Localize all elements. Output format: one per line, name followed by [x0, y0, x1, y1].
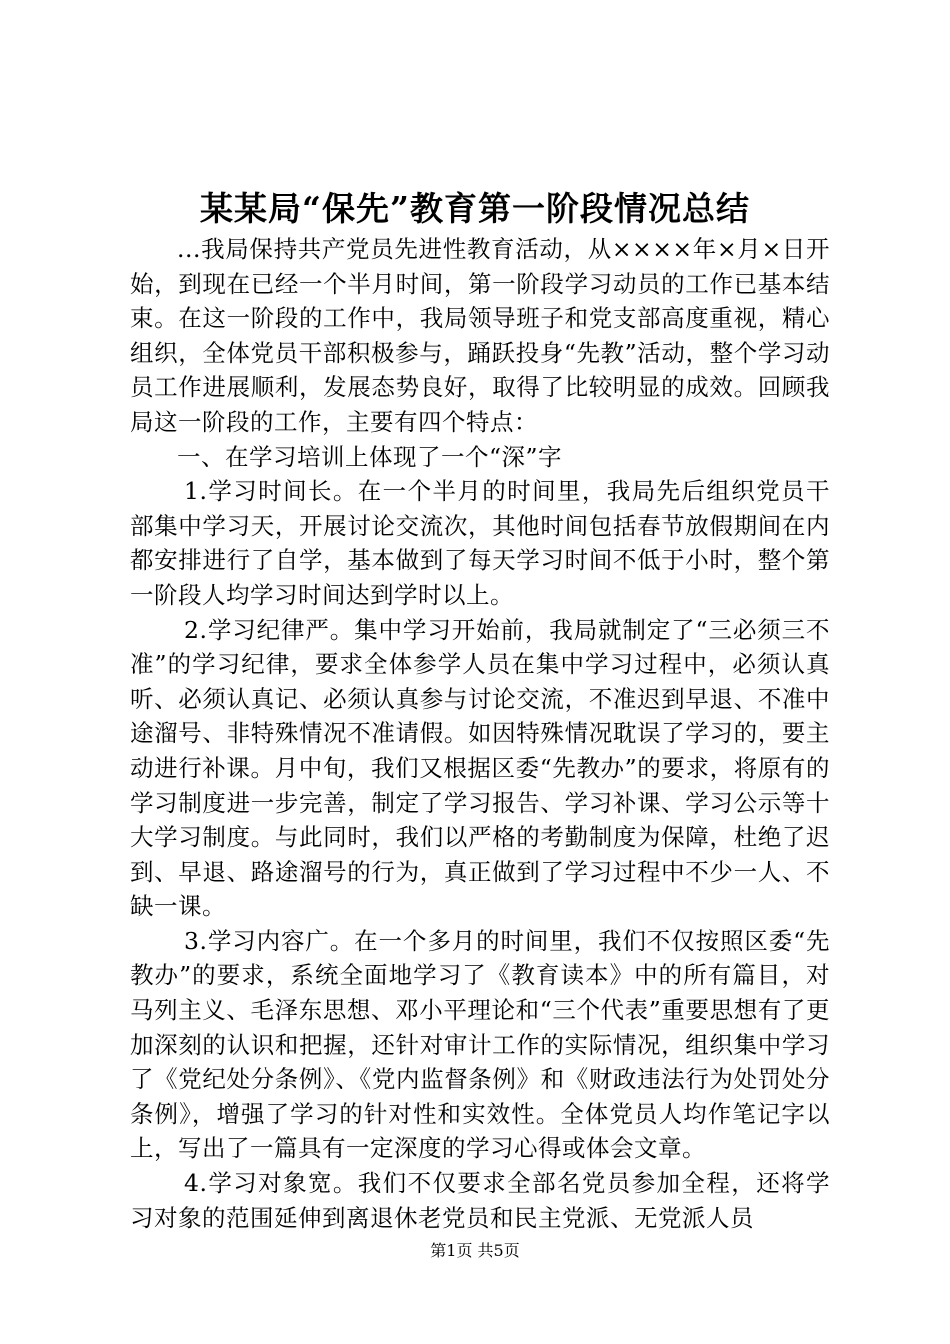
document-body: [130, 232, 830, 1235]
intro-paragraph: ...我局保持共产党员先进性教育活动，从××××年×月×日开始，到现在已经一个半月时间，第一阶段学习动员的工作已基本结束。在这一阶段的工作中，我局领导班子和党支部高度重视，精心组织，全体党员干部积极参与，踊跃投身“先教”活动，整个学习动员工作进展顺利，发展态势良好，取得了比较明显的成效。回顾我局这一阶段的工作，主要有四个特点：: [130, 235, 830, 436]
item-paragraph-4: 4.学习对象宽。我们不仅要求全部名党员参加全程，还将学习对象的范围延伸到离退休老党员和民主党派、无党派人员: [130, 1169, 830, 1232]
item-paragraph-1: 1.学习时间长。在一个半月的时间里，我局先后组织党员干部集中学习天，开展讨论交流次，其他时间包括春节放假期间在内都安排进行了自学，基本做到了每天学习时间不低于小时，整个第一阶段人均学习时间达到学时以上。: [130, 477, 830, 609]
page-number-footer: 第1页 共5页: [430, 1241, 520, 1260]
item-paragraph-2: 2.学习纪律严。集中学习开始前，我局就制定了“三必须三不准”的学习纪律，要求全体参学人员在集中学习过程中，必须认真听、必须认真记、必须认真参与讨论交流，不准迟到早退、不准中途溜号、非特殊情况不准请假。如因特殊情况耽误了学习的，要主动进行补课。月中旬，我们又根据区委“先教办”的要求，将原有的学习制度进一步完善，制定了学习报告、学习补课、学习公示等十大学习制度。与此同时，我们以严格的考勤制度为保障，杜绝了迟到、早退、路途溜号的行为，真正做到了学习过程中不少一人、不缺一课。: [130, 615, 830, 921]
document-title: 某某局“保先”教育第一阶段情况总结: [200, 189, 750, 228]
section-heading-1: 一、在学习培训上体现了一个“深”字: [177, 442, 563, 471]
item-paragraph-3: 3.学习内容广。在一个多月的时间里，我们不仅按照区委“先教办”的要求，系统全面地学习了《教育读本》中的所有篇目，对马列主义、毛泽东思想、邓小平理论和“三个代表”重要思想有了更加深刻的认识和把握，还针对审计工作的实际情况，组织集中学习了《党纪处分条例》、《党内监督条例》和《财政违法行为处罚处分条例》，增强了学习的针对性和实效性。全体党员人均作笔记字以上，写出了一篇具有一定深度的学习心得或体会文章。: [130, 926, 830, 1163]
